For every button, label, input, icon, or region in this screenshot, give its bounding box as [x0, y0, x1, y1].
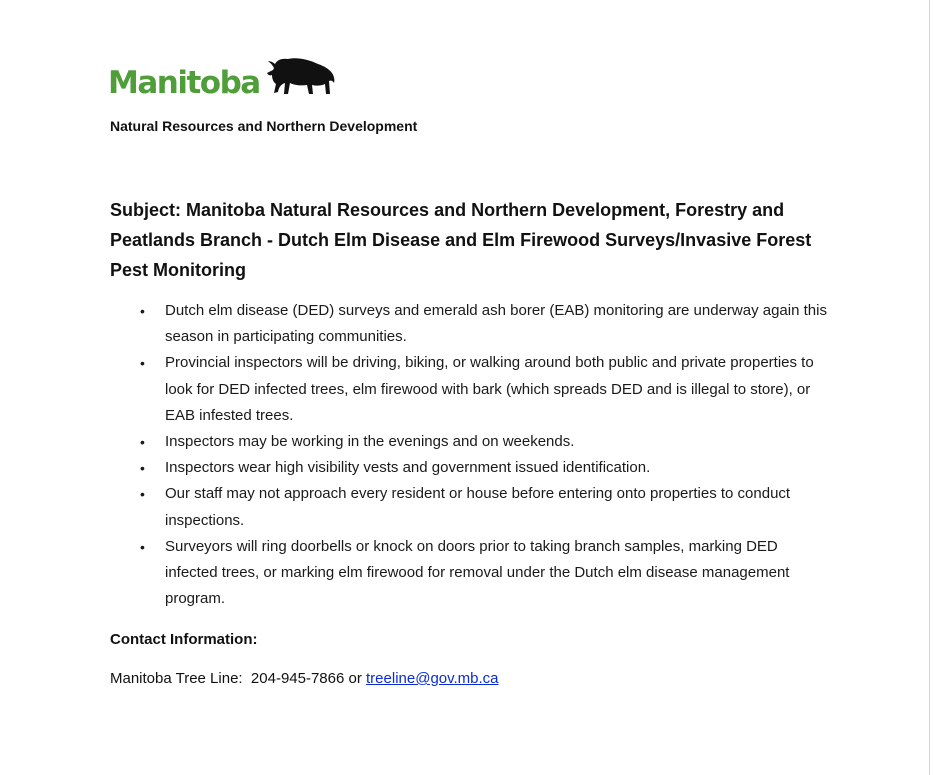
- page-edge-divider: [929, 0, 930, 775]
- bullet-text: Inspectors may be working in the evenings and on weekends.: [165, 433, 575, 451]
- list-item: [110, 455, 830, 481]
- notice-bullet-list: [110, 298, 830, 612]
- bullet-dot-icon: •: [140, 434, 145, 451]
- department-name: Natural Resources and Northern Development: [110, 118, 418, 134]
- email-link[interactable]: treeline@gov.mb.ca: [366, 670, 499, 687]
- subject-heading: Subject: Manitoba Natural Resources and Northern Development, Forestry and Peatlands Branch - Dutch Elm Disease and Elm Firewood Surveys/Invasive Forest Pest Monitoring: [110, 200, 812, 280]
- manitoba-logo: [108, 56, 336, 100]
- bison-icon: [266, 56, 336, 100]
- list-item: [110, 429, 830, 455]
- bullet-text: Provincial inspectors will be driving, biking, or walking around both public and private properties to look for DED infected trees, elm firewood with bark (which spreads DED and is illegal to store), or EAB infested trees.: [165, 354, 814, 424]
- logo-wordmark: Manitoba: [108, 65, 260, 101]
- bullet-dot-icon: •: [140, 486, 145, 503]
- bullet-text: Dutch elm disease (DED) surveys and emerald ash borer (EAB) monitoring are underway again this season in participating communities.: [165, 302, 827, 346]
- list-item: [110, 481, 830, 533]
- bullet-dot-icon: •: [140, 538, 145, 555]
- bullet-text: Our staff may not approach every resident or house before entering onto properties to conduct inspections.: [165, 485, 791, 529]
- contact-line: [110, 669, 499, 689]
- contact-heading: Contact Information:: [110, 631, 258, 648]
- list-item: [110, 350, 830, 429]
- list-item: [110, 298, 830, 350]
- bullet-dot-icon: •: [140, 355, 145, 372]
- list-item: [110, 534, 830, 613]
- contact-phone-text: Manitoba Tree Line: 204-945-7866 or: [110, 670, 367, 687]
- bullet-text: Surveyors will ring doorbells or knock on doors prior to taking branch samples, marking DED infected trees, or marking elm firewood for removal under the Dutch elm disease management program.: [165, 537, 790, 608]
- bullet-text: Inspectors wear high visibility vests and government issued identification.: [165, 459, 651, 477]
- bullet-dot-icon: •: [140, 303, 145, 319]
- bullet-dot-icon: •: [140, 460, 145, 477]
